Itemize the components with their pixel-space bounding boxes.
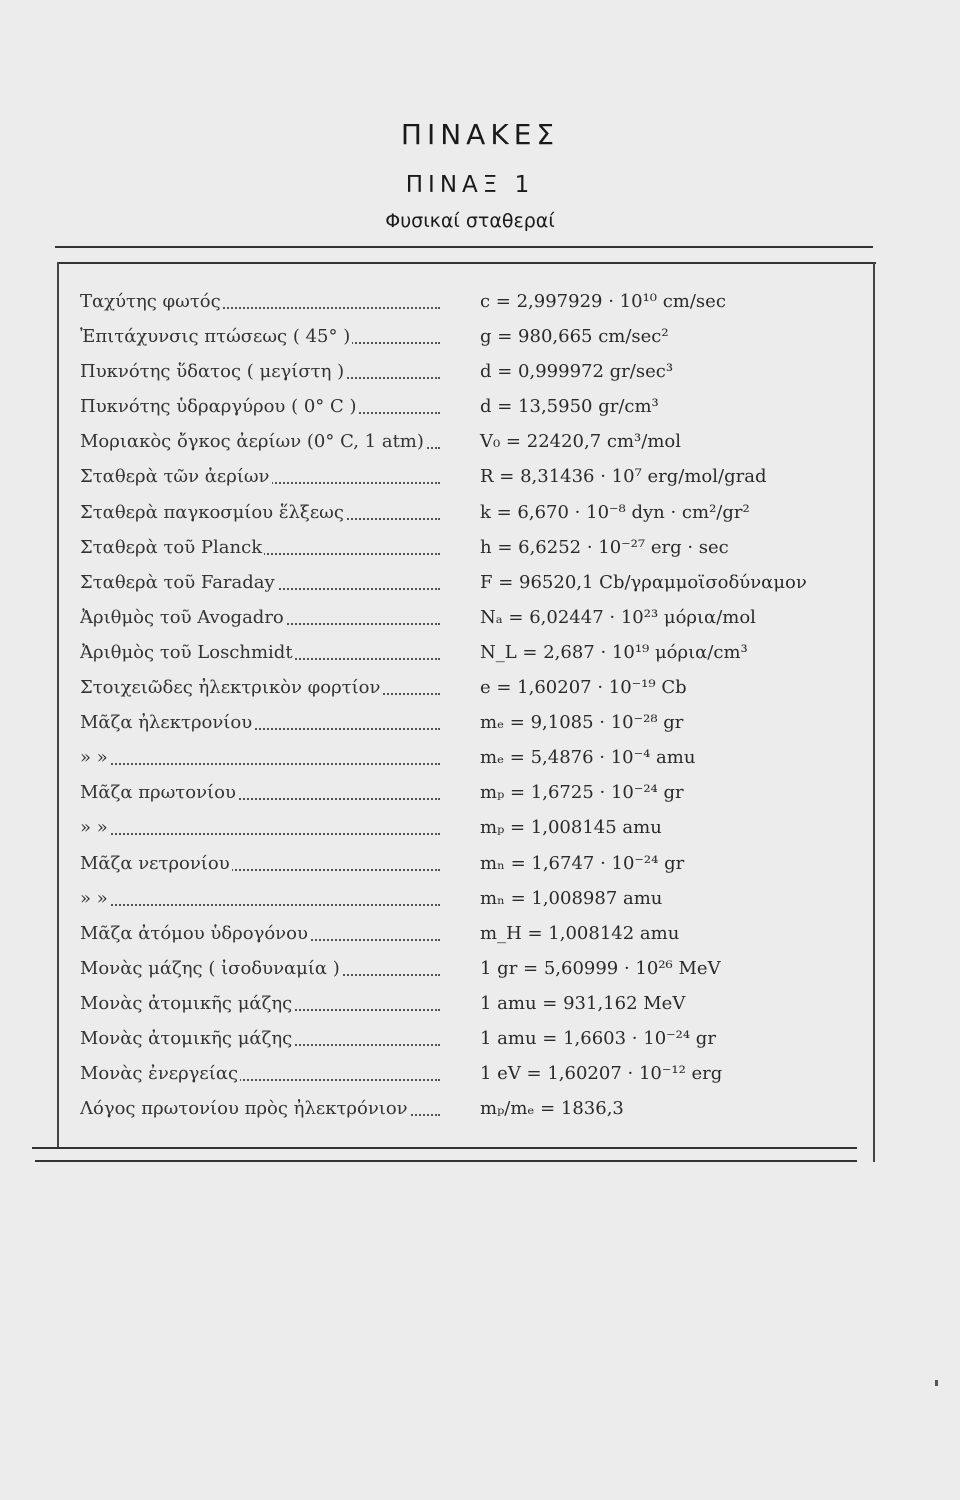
constant-value: m_H = 1,008142 amu	[480, 922, 680, 944]
constant-label	[80, 393, 440, 421]
constant-label-text: Μᾶζα νετρονίου	[80, 852, 230, 874]
constant-label-text: Ἀριθμὸς τοῦ Avogadro	[80, 606, 284, 628]
constant-value: 1 amu = 1,6603 · 10⁻²⁴ gr	[480, 1027, 716, 1049]
constant-value: 1 amu = 931,162 MeV	[480, 992, 686, 1014]
constant-label-text: Μᾶζα ἠλεκτρονίου	[80, 712, 253, 734]
constant-label	[80, 323, 440, 351]
constant-value: d = 13,5950 gr/cm³	[480, 396, 659, 418]
left-rule	[57, 262, 59, 1147]
table-row	[80, 814, 840, 849]
table-title: ΠΙΝΑΞ 1	[405, 172, 535, 198]
constant-label	[80, 850, 440, 878]
constant-label	[80, 885, 440, 913]
page-mark	[935, 1380, 938, 1386]
constant-label	[80, 639, 440, 667]
table-row	[80, 393, 840, 428]
constant-value: g = 980,665 cm/sec²	[480, 326, 669, 348]
table-row	[80, 1060, 840, 1095]
dot-leader	[80, 833, 440, 835]
constant-label	[80, 1025, 440, 1053]
constant-label-text: Ἐπιτάχυνσις πτώσεως ( 45° )	[80, 326, 351, 348]
table-subtitle: Φυσικαί σταθεραί	[385, 210, 555, 232]
table-row	[80, 604, 840, 639]
constant-value: mₚ = 1,6725 · 10⁻²⁴ gr	[480, 782, 684, 804]
constant-label	[80, 920, 440, 948]
top-rule	[55, 246, 873, 248]
constant-value: Nₐ = 6,02447 · 10²³ μόρια/mol	[480, 606, 756, 628]
constant-value: N_L = 2,687 · 10¹⁹ μόρια/cm³	[480, 641, 748, 663]
constant-label	[80, 674, 440, 702]
constant-value: mₑ = 9,1085 · 10⁻²⁸ gr	[480, 712, 684, 734]
constant-value: h = 6,6252 · 10⁻²⁷ erg · sec	[480, 536, 729, 558]
constant-value: 1 gr = 5,60999 · 10²⁶ MeV	[480, 957, 721, 979]
table-row	[80, 885, 840, 920]
table-row	[80, 990, 840, 1025]
constant-value: V₀ = 22420,7 cm³/mol	[480, 431, 681, 453]
constant-label-text: » »	[80, 747, 108, 769]
constant-label	[80, 744, 440, 772]
constant-label-text: Πυκνότης ὕδατος ( μεγίστη )	[80, 361, 345, 383]
constant-value: c = 2,997929 · 10¹⁰ cm/sec	[480, 291, 726, 312]
table-row	[80, 955, 840, 990]
constant-value: e = 1,60207 · 10⁻¹⁹ Cb	[480, 677, 687, 699]
table-row	[80, 499, 840, 534]
constant-value: mₙ = 1,008987 amu	[480, 887, 663, 909]
constant-label	[80, 990, 440, 1018]
table-row	[80, 463, 840, 498]
table-row	[80, 428, 840, 463]
constant-label	[80, 428, 440, 456]
constant-label	[80, 604, 440, 632]
constant-value: mₚ/mₑ = 1836,3	[480, 1098, 624, 1120]
dot-leader	[80, 763, 440, 765]
table-row	[80, 569, 840, 604]
constant-label-text: Μᾶζα ἀτόμου ὑδρογόνου	[80, 922, 308, 944]
constant-label-text: Λόγος πρωτονίου πρὸς ἠλεκτρόνιον	[80, 1098, 408, 1120]
constant-label	[80, 1060, 440, 1088]
constant-label	[80, 499, 440, 527]
constant-label	[80, 534, 440, 562]
constant-value: mₑ = 5,4876 · 10⁻⁴ amu	[480, 747, 696, 769]
constant-value: mₙ = 1,6747 · 10⁻²⁴ gr	[480, 852, 685, 874]
constant-label-text: » »	[80, 817, 108, 839]
constant-label-text: Σταθερὰ τοῦ Planck	[80, 536, 263, 558]
constant-label	[80, 358, 440, 386]
constant-value: k = 6,670 · 10⁻⁸ dyn · cm²/gr²	[480, 501, 750, 523]
constant-label-text: » »	[80, 887, 108, 909]
table-row	[80, 850, 840, 885]
constant-value: R = 8,31436 · 10⁷ erg/mol/grad	[480, 466, 767, 488]
constant-label	[80, 709, 440, 737]
constant-value: 1 eV = 1,60207 · 10⁻¹² erg	[480, 1063, 723, 1085]
table-row	[80, 1095, 840, 1130]
constant-label-text: Πυκνότης ὑδραργύρου ( 0° C )	[80, 396, 357, 418]
table-row	[80, 709, 840, 744]
top-rule-inner	[58, 262, 876, 264]
bottom-rule-inner	[32, 1147, 857, 1149]
constant-label-text: Μονὰς ἀτομικῆς μάζης	[80, 992, 293, 1014]
dot-leader	[80, 904, 440, 906]
constant-label-text: Στοιχειῶδες ἠλεκτρικὸν φορτίον	[80, 677, 381, 699]
constant-value: F = 96520,1 Cb/γραμμοϊσοδύναμον	[480, 571, 807, 593]
bottom-rule	[35, 1160, 857, 1162]
right-rule	[873, 262, 875, 1162]
table-row	[80, 779, 840, 814]
constant-label-text: Μονὰς ἀτομικῆς μάζης	[80, 1027, 293, 1049]
constant-label-text: Σταθερὰ τοῦ Faraday	[80, 571, 275, 593]
table-row	[80, 323, 840, 358]
constant-label-text: Μονὰς μάζης ( ἰσοδυναμία )	[80, 957, 340, 979]
table-row	[80, 288, 840, 323]
constants-table	[80, 288, 840, 1130]
table-row	[80, 1025, 840, 1060]
table-row	[80, 358, 840, 393]
table-row	[80, 920, 840, 955]
constant-label	[80, 814, 440, 842]
constant-label	[80, 569, 440, 597]
constant-label-text: Μονὰς ἐνεργείας	[80, 1063, 239, 1085]
page-title: ΠΙΝΑΚΕΣ	[400, 118, 560, 151]
constant-label	[80, 955, 440, 983]
constant-label	[80, 288, 440, 316]
table-row	[80, 534, 840, 569]
constant-label-text: Ταχύτης φωτός	[80, 291, 221, 312]
table-row	[80, 744, 840, 779]
constant-label-text: Σταθερὰ τῶν ἀερίων	[80, 466, 270, 488]
constant-label-text: Ἀριθμὸς τοῦ Loschmidt	[80, 641, 293, 663]
constant-label	[80, 1095, 440, 1123]
constant-label-text: Σταθερὰ παγκοσμίου ἕλξεως	[80, 501, 344, 523]
table-row	[80, 674, 840, 709]
constant-value: d = 0,999972 gr/sec³	[480, 361, 674, 383]
constant-value: mₚ = 1,008145 amu	[480, 817, 662, 839]
constant-label-text: Μᾶζα πρωτονίου	[80, 782, 236, 804]
constant-label	[80, 463, 440, 491]
table-row	[80, 639, 840, 674]
constant-label-text: Μοριακὸς ὄγκος ἀερίων (0° C, 1 atm)	[80, 431, 424, 453]
constant-label	[80, 779, 440, 807]
